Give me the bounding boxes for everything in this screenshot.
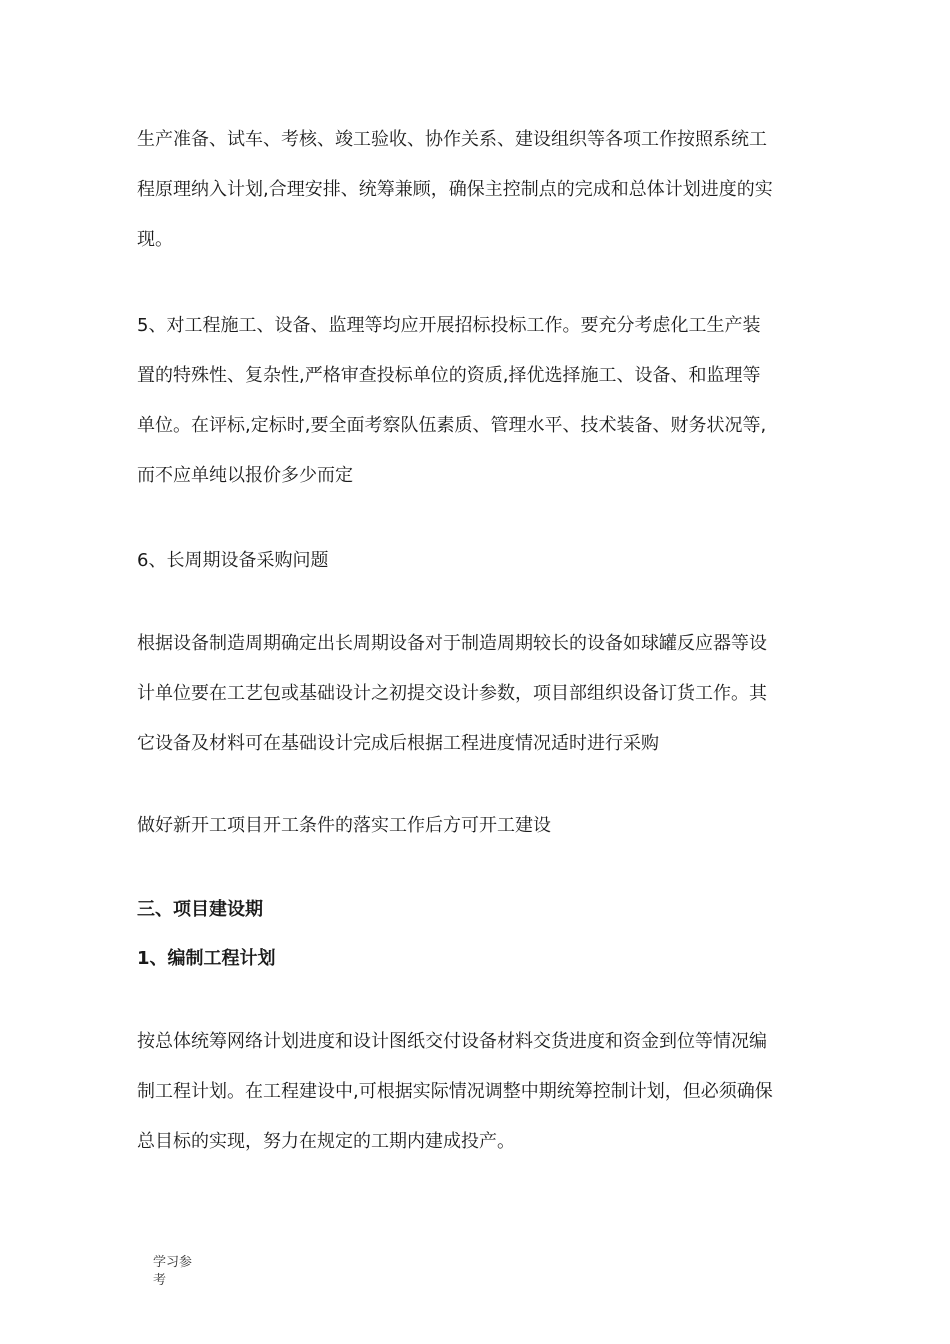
paragraph-long-cycle-equipment-title [137,536,817,586]
text-line: 计单位要在工艺包或基础设计之初提交设计参数，项目部组织设备订货工作。其 [137,683,767,704]
text-line: 5、对工程施工、设备、监理等均应开展招标投标工作。要充分考虑化工生产装 [137,315,761,336]
paragraph-bidding [137,301,817,501]
paragraph-equipment-procurement [137,619,817,769]
section-heading: 三、项目建设期 [137,899,263,920]
paragraph-start-conditions [137,801,817,851]
text-line: 现。 [137,229,173,250]
page-footer [153,1254,213,1290]
text-line: 做好新开工项目开工条件的落实工作后方可开工建设 [137,815,551,836]
text-line: 它设备及材料可在基础设计完成后根据工程进度情况适时进行采购 [137,733,659,754]
text-line: 按总体统筹网络计划进度和设计图纸交付设备材料交货进度和资金到位等情况编 [137,1031,767,1052]
text-line: 而不应单纯以报价多少而定 [137,465,353,486]
text-line: 置的特殊性、复杂性,严格审查投标单位的资质,择优选择施工、设备、和监理等 [137,365,761,386]
footer-text: 学习参 [153,1255,193,1270]
paragraph-construction-plan [137,115,817,265]
text-line: 生产准备、试车、考核、竣工验收、协作关系、建设组织等各项工作按照系统工 [137,129,767,150]
text-line: 6、长周期设备采购问题 [137,550,329,571]
footer-text: 考 [153,1273,167,1288]
text-line: 单位。在评标,定标时,要全面考察队伍素质、管理水平、技术装备、财务状况等, [137,415,767,436]
text-line: 制工程计划。在工程建设中,可根据实际情况调整中期统筹控制计划，但必须确保 [137,1081,773,1102]
text-line: 程原理纳入计划,合理安排、统筹兼顾，确保主控制点的完成和总体计划进度的实 [137,179,773,200]
subsection-heading: 1、编制工程计划 [137,948,276,969]
paragraph-engineering-plan [137,1017,817,1167]
text-line: 根据设备制造周期确定出长周期设备对于制造周期较长的设备如球罐反应器等设 [137,633,767,654]
text-line: 总目标的实现，努力在规定的工期内建成投产。 [137,1131,515,1152]
